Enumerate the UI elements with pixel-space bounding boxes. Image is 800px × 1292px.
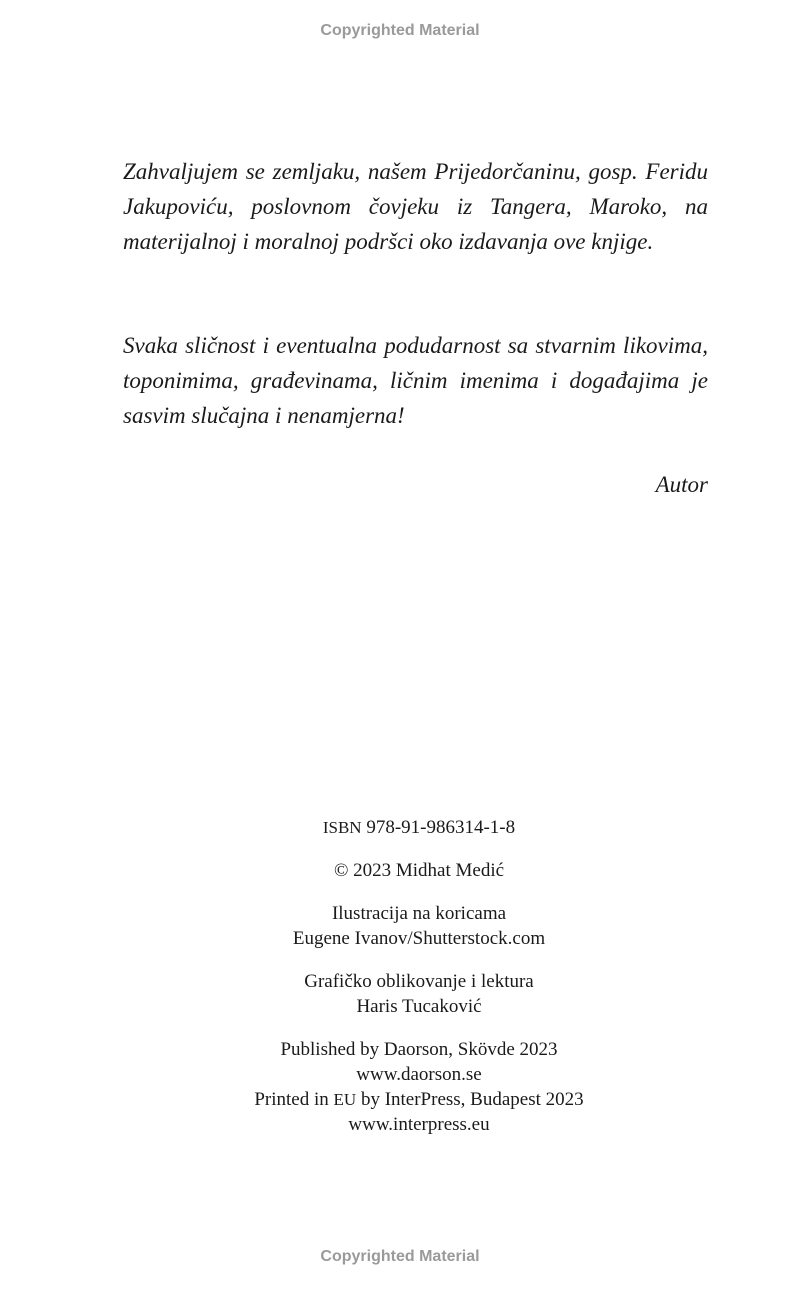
isbn-label: ISBN	[322, 818, 362, 837]
colophon	[0, 815, 800, 1155]
author-signature: Autor	[655, 472, 708, 497]
copyright-group	[0, 858, 800, 883]
copyright-line: © 2023 Midhat Medić	[333, 860, 505, 881]
acknowledgement-paragraph: Zahvaljujem se zemljaku, našem Prijedorčaninu, gosp. Feridu Jakupoviću, poslovnom čovjeku iz Tangera, Maroko, na materijalnoj i moralnoj podršci oko izdavanja ove knjige.	[123, 159, 708, 254]
cover-illustration-credit: Eugene Ivanov/Shutterstock.com	[292, 928, 546, 949]
isbn-group	[0, 815, 800, 840]
printed-in-line	[0, 1087, 800, 1112]
disclaimer-paragraph: Svaka sličnost i eventualna podudarnost sa stvarnim likovima, toponimima, građevinama, ličnim imenima i događajima je sasvim slučajna i nenamjerna!	[123, 333, 708, 428]
printer-url: www.interpress.eu	[348, 1114, 490, 1135]
printed-in-suffix: by InterPress, Budapest 2023	[360, 1089, 584, 1110]
published-by-line: Published by Daorson, Skövde 2023	[280, 1039, 558, 1060]
printed-in-prefix: Printed in	[254, 1089, 329, 1110]
publisher-url: www.daorson.se	[356, 1064, 482, 1085]
cover-illustration-label: Ilustracija na koricama	[331, 903, 507, 924]
isbn-line	[0, 815, 800, 840]
watermark-top: Copyrighted Material	[320, 22, 480, 39]
publishing-group	[0, 1037, 800, 1137]
design-group	[0, 969, 800, 1019]
design-credit: Haris Tucaković	[356, 996, 482, 1017]
printed-in-region: EU	[333, 1090, 357, 1109]
cover-illustration-group	[0, 901, 800, 951]
isbn-number: 978-91-986314-1-8	[366, 817, 516, 838]
watermark-bottom: Copyrighted Material	[320, 1248, 480, 1265]
design-label: Grafičko oblikovanje i lektura	[304, 971, 534, 992]
